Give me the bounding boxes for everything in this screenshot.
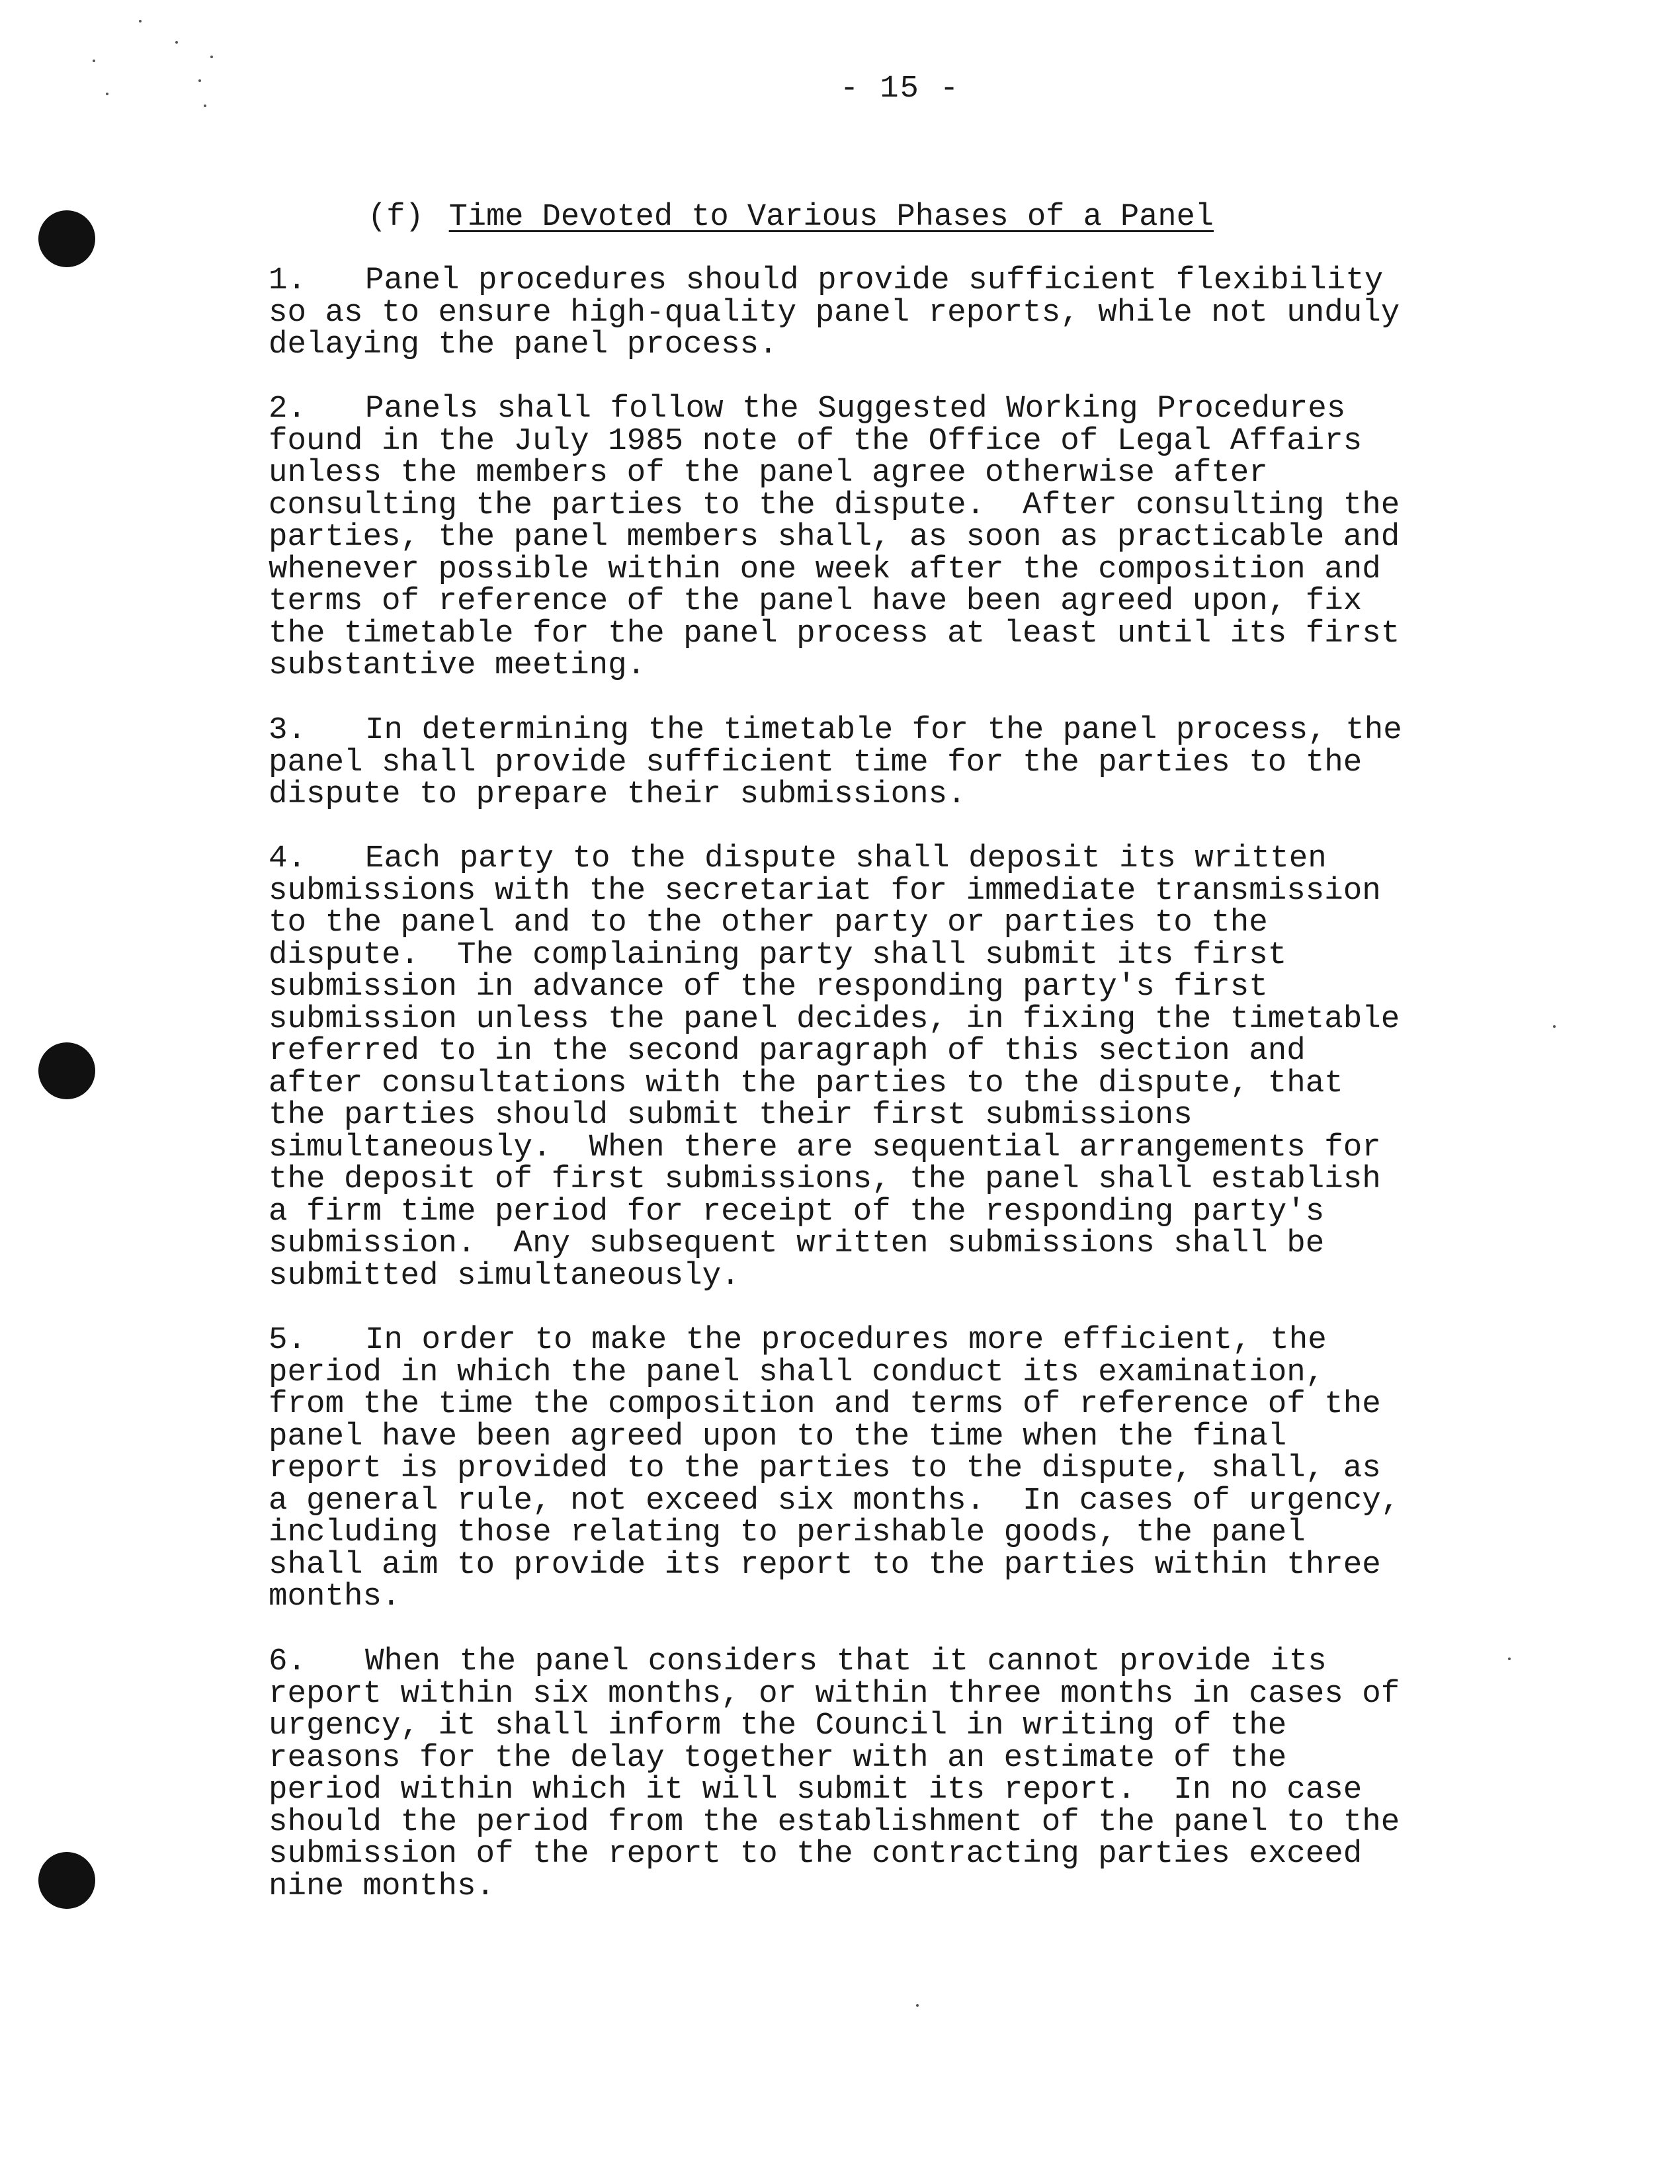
page-number: - 15 - <box>840 71 960 106</box>
scan-speck <box>106 93 108 95</box>
paragraph-line <box>269 265 1446 297</box>
paragraph-line: parties, the panel members shall, as soon as practicable and <box>269 519 1400 555</box>
scan-speck <box>1553 1025 1556 1028</box>
paragraph-4 <box>269 843 1446 1292</box>
paragraph-text: When the panel considers that it cannot provide its <box>365 1644 1327 1679</box>
paragraph-line: submission unless the panel decides, in fixing the timetable <box>269 1001 1400 1037</box>
scan-speck <box>1508 1658 1511 1660</box>
paragraph-line: from the time the composition and terms of reference of the <box>269 1386 1381 1422</box>
paragraph-line: submission of the report to the contracting parties exceed <box>269 1836 1363 1872</box>
paragraph-line: panel shall provide sufficient time for the parties to the <box>269 744 1363 780</box>
paragraph-number: 5. <box>269 1322 307 1358</box>
paragraph-line: a general rule, not exceed six months. In cases of urgency, <box>269 1482 1400 1519</box>
paragraph-line: unless the members of the panel agree otherwise after <box>269 455 1268 491</box>
paragraph-line: report is provided to the parties to the dispute, shall, as <box>269 1450 1381 1486</box>
paragraph-line: reasons for the delay together with an estimate of the <box>269 1740 1287 1776</box>
paragraph-line: substantive meeting. <box>269 648 646 683</box>
paragraph-line: referred to in the second paragraph of this section and <box>269 1033 1306 1069</box>
paragraph-number: 2. <box>269 391 307 427</box>
paragraph-text: Panels shall follow the Suggested Working Procedures <box>365 391 1346 427</box>
paragraph-line: after consultations with the parties to the dispute, that <box>269 1065 1343 1101</box>
paragraph-6 <box>269 1646 1446 1902</box>
paragraph-line: including those relating to perishable goods, the panel <box>269 1515 1306 1550</box>
punch-hole-bottom <box>38 1852 95 1909</box>
paragraph-5 <box>269 1324 1446 1613</box>
paragraph-text: In order to make the procedures more efficient, the <box>365 1322 1327 1358</box>
paragraph-line: found in the July 1985 note of the Office of Legal Affairs <box>269 423 1363 459</box>
paragraph-line <box>269 843 1446 875</box>
paragraph-number: 1. <box>269 263 307 298</box>
paragraph-line: consulting the parties to the dispute. After consulting the <box>269 487 1400 523</box>
scan-speck <box>175 41 178 44</box>
paragraph-line: urgency, it shall inform the Council in writing of the <box>269 1708 1287 1743</box>
paragraph-number: 3. <box>269 712 307 748</box>
paragraph-line: period within which it will submit its report. In no case <box>269 1772 1363 1808</box>
paragraph-line: dispute to prepare their submissions. <box>269 777 966 812</box>
scan-speck <box>198 79 201 82</box>
scan-speck <box>916 2004 919 2007</box>
paragraph-text: Panel procedures should provide sufficient flexibility <box>365 263 1384 298</box>
paragraph-line: dispute. The complaining party shall submit its first <box>269 937 1287 973</box>
paragraph-line: shall aim to provide its report to the parties within three <box>269 1546 1381 1583</box>
scan-speck <box>210 56 213 58</box>
paragraph-line <box>269 393 1446 425</box>
paragraph-line <box>269 714 1446 747</box>
punch-hole-top <box>38 210 95 267</box>
paragraph-line: period in which the panel shall conduct its examination, <box>269 1354 1325 1390</box>
paragraph-line: to the panel and to the other party or parties to the <box>269 905 1268 941</box>
section-label: (f) <box>368 200 424 235</box>
paragraph-line <box>269 1324 1446 1357</box>
paragraph-number: 6. <box>269 1644 307 1679</box>
paragraph-line: whenever possible within one week after the composition and <box>269 551 1381 587</box>
paragraph-line: submitted simultaneously. <box>269 1257 740 1294</box>
paragraph-line <box>269 1646 1446 1678</box>
paragraph-line: nine months. <box>269 1868 495 1904</box>
paragraph-2 <box>269 393 1446 682</box>
scan-speck <box>93 60 95 62</box>
section-heading <box>368 200 1214 235</box>
scan-speck <box>204 105 206 107</box>
paragraph-line: simultaneously. When there are sequential arrangements for <box>269 1129 1381 1165</box>
paragraph-line: a firm time period for receipt of the responding party's <box>269 1193 1325 1230</box>
scan-speck <box>139 20 142 22</box>
paragraph-line: submission in advance of the responding party's first <box>269 969 1268 1005</box>
paragraph-text: In determining the timetable for the panel process, the <box>365 712 1402 748</box>
paragraph-line: submissions with the secretariat for immediate transmission <box>269 872 1381 909</box>
paragraph-line: the parties should submit their first submissions <box>269 1097 1193 1133</box>
paragraph-number: 4. <box>269 841 307 876</box>
paragraph-text: Each party to the dispute shall deposit its written <box>365 841 1327 876</box>
paragraph-line: submission. Any subsequent written submissions shall be <box>269 1226 1325 1261</box>
paragraph-3 <box>269 714 1446 811</box>
paragraph-line: the deposit of first submissions, the panel shall establish <box>269 1161 1381 1197</box>
paragraph-line: the timetable for the panel process at least until its first <box>269 615 1400 651</box>
paragraph-line: terms of reference of the panel have been agreed upon, fix <box>269 583 1363 619</box>
paragraph-line: so as to ensure high-quality panel reports, while not unduly <box>269 294 1400 331</box>
paragraph-line: delaying the panel process. <box>269 327 778 362</box>
paragraph-1 <box>269 265 1446 361</box>
punch-hole-middle <box>38 1042 95 1099</box>
paragraph-line: report within six months, or within three months in cases of <box>269 1675 1400 1712</box>
section-title: Time Devoted to Various Phases of a Panel <box>448 200 1214 235</box>
paragraph-line: months. <box>269 1579 401 1615</box>
paragraph-line: should the period from the establishment of the panel to the <box>269 1804 1400 1840</box>
paragraph-line: panel have been agreed upon to the time when the final <box>269 1418 1287 1454</box>
